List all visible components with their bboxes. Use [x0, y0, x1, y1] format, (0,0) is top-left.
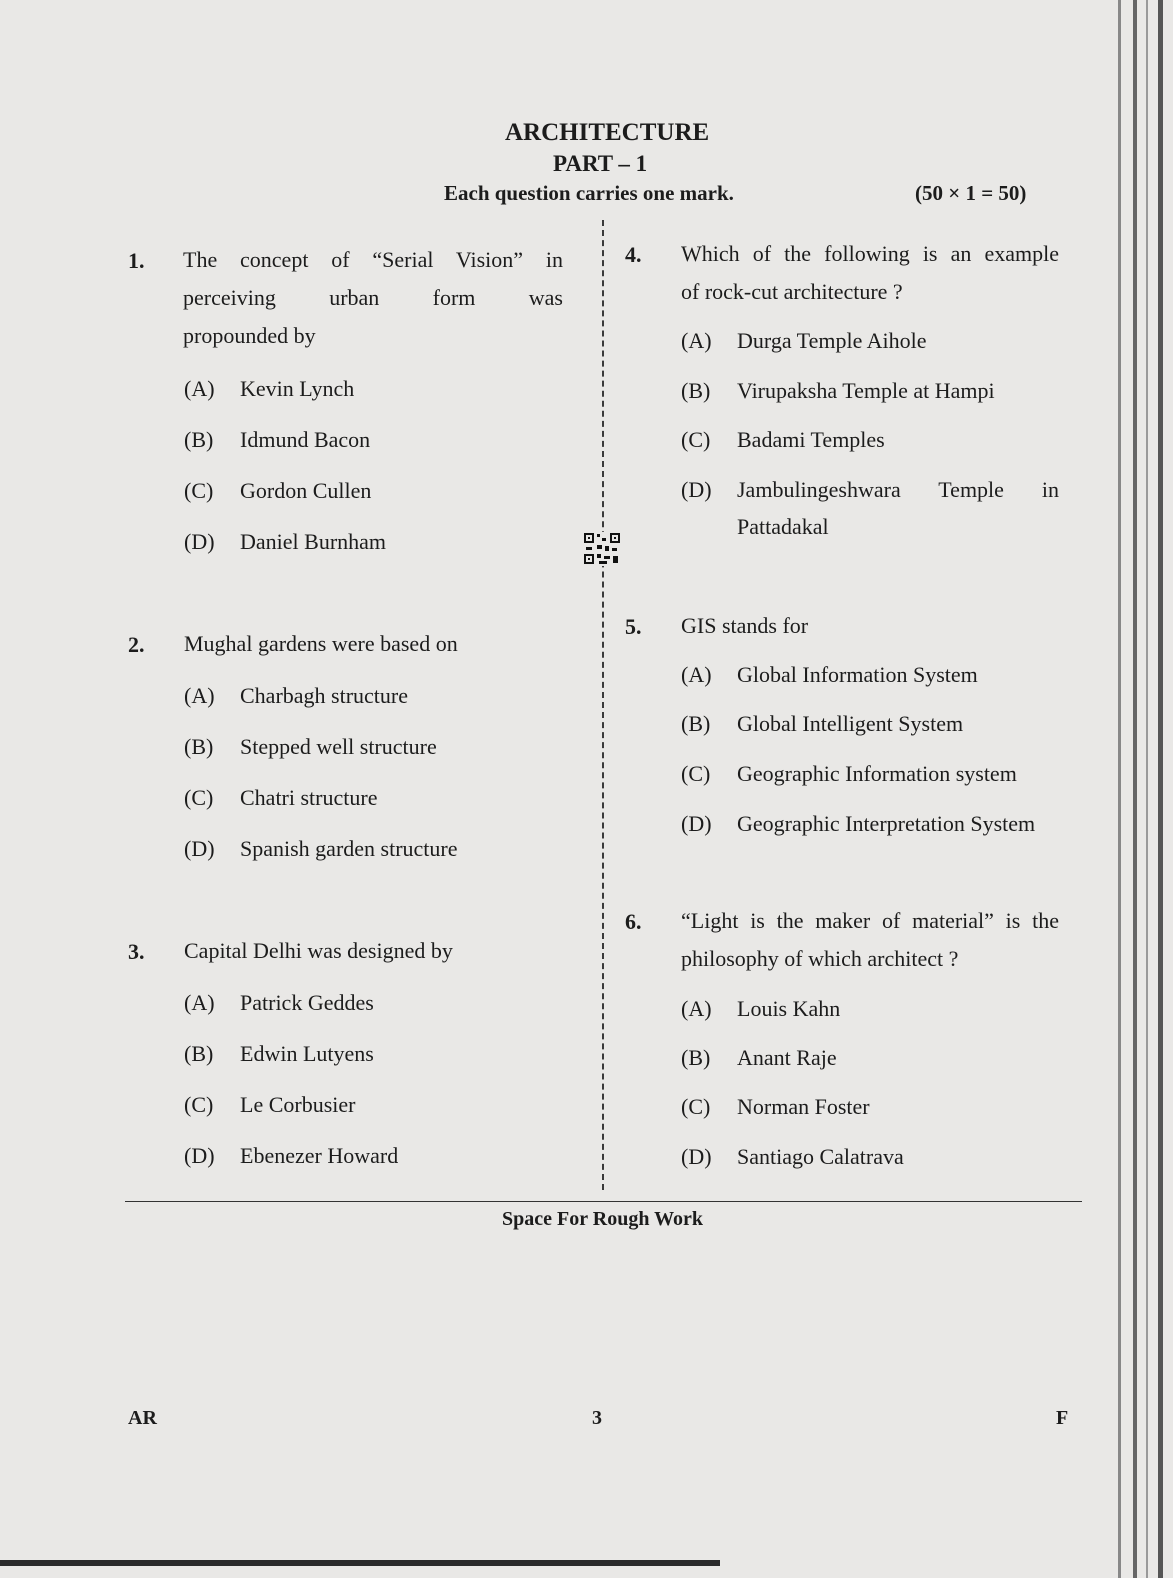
option-text: Spanish garden structure [240, 836, 458, 861]
marks-instruction: Each question carries one mark. [444, 181, 734, 205]
option-label: (C) [184, 785, 214, 810]
option-label: (B) [184, 427, 214, 452]
question-number: 5. [625, 614, 642, 639]
option-a[interactable] [184, 683, 408, 709]
option-d[interactable] [184, 1143, 398, 1169]
option-d[interactable] [681, 477, 1059, 503]
option-a[interactable] [184, 376, 354, 402]
option-label: (A) [681, 996, 712, 1021]
option-b[interactable] [184, 1041, 374, 1067]
page-edge-line [1118, 0, 1121, 1578]
option-text: Charbagh structure [240, 683, 408, 708]
option-label: (A) [681, 662, 712, 687]
option-label: (D) [681, 811, 712, 836]
option-b[interactable] [681, 711, 963, 737]
option-label: (B) [184, 734, 214, 759]
option-text: Ebenezer Howard [240, 1143, 399, 1168]
option-text: Geographic Interpretation System [737, 811, 1036, 836]
total-marks: (50 × 1 = 50) [915, 181, 1027, 205]
option-text: Louis Kahn [737, 996, 841, 1021]
option-label: (A) [184, 990, 215, 1015]
option-a[interactable] [681, 328, 927, 354]
option-label: (C) [681, 761, 711, 786]
option-a[interactable] [681, 662, 978, 688]
option-text: Patrick Geddes [240, 990, 374, 1015]
section-title: ARCHITECTURE [505, 119, 710, 146]
question-number: 1. [128, 248, 145, 273]
question-text-line: Capital Delhi was designed by [184, 938, 453, 963]
option-c[interactable] [184, 478, 371, 504]
option-d[interactable] [681, 811, 1035, 837]
option-c[interactable] [184, 1092, 355, 1118]
part-heading: PART – 1 [553, 151, 648, 176]
option-text-continued: Pattadakal [737, 514, 829, 539]
option-label: (C) [184, 478, 214, 503]
horizontal-rule [125, 1201, 1082, 1202]
page-edge-line [1158, 0, 1163, 1578]
option-text: Kevin Lynch [240, 376, 355, 401]
option-text: Gordon Cullen [240, 478, 372, 503]
question-text-line: philosophy of which architect ? [681, 946, 959, 971]
option-text: Idmund Bacon [240, 427, 371, 452]
bottom-edge-bar [0, 1560, 720, 1566]
option-c[interactable] [681, 761, 1017, 787]
rough-work-label: Space For Rough Work [502, 1208, 703, 1230]
option-label: (B) [681, 1045, 711, 1070]
question-text-line: Which of the following is an example [681, 241, 1059, 266]
option-text: Edwin Lutyens [240, 1041, 374, 1066]
question-text-line: Mughal gardens were based on [184, 631, 458, 656]
option-text: Jambulingeshwara Temple in [737, 477, 1059, 502]
option-b[interactable] [681, 1045, 837, 1071]
question-text-line: GIS stands for [681, 613, 809, 638]
option-text: Stepped well structure [240, 734, 437, 759]
option-text: Virupaksha Temple at Hampi [737, 378, 995, 403]
option-label: (D) [681, 477, 712, 502]
option-b[interactable] [184, 734, 437, 760]
option-d[interactable] [184, 836, 458, 862]
question-text-line: propounded by [183, 323, 316, 348]
option-b[interactable] [184, 427, 370, 453]
column-divider [602, 220, 604, 1190]
option-label: (A) [681, 328, 712, 353]
footer-series: F [1056, 1407, 1069, 1429]
option-text: Norman Foster [737, 1094, 870, 1119]
option-label: (A) [184, 683, 215, 708]
option-c[interactable] [681, 427, 885, 453]
page-edge-line [1133, 0, 1137, 1578]
footer-page-number: 3 [592, 1407, 602, 1429]
question-number: 6. [625, 909, 642, 934]
question-text-line: “Light is the maker of material” is the [681, 908, 1059, 933]
option-label: (A) [184, 376, 215, 401]
question-text-line: The concept of “Serial Vision” in [183, 247, 563, 272]
option-a[interactable] [681, 996, 840, 1022]
option-text: Global Information System [737, 662, 978, 687]
option-label: (D) [184, 836, 215, 861]
question-text-line: perceiving urban form was [183, 285, 563, 310]
qr-code-icon [583, 532, 621, 566]
option-text: Santiago Calatrava [737, 1144, 904, 1169]
option-text: Chatri structure [240, 785, 378, 810]
question-text-line: of rock-cut architecture ? [681, 279, 903, 304]
option-text: Anant Raje [737, 1045, 837, 1070]
option-text: Global Intelligent System [737, 711, 964, 736]
option-a[interactable] [184, 990, 374, 1016]
option-label: (B) [184, 1041, 214, 1066]
option-label: (B) [681, 711, 711, 736]
option-label: (C) [681, 1094, 711, 1119]
option-text: Daniel Burnham [240, 529, 387, 554]
option-text: Durga Temple Aihole [737, 328, 927, 353]
footer-subject-code: AR [128, 1407, 157, 1429]
option-text: Geographic Information system [737, 761, 1017, 786]
option-d[interactable] [184, 529, 386, 555]
option-label: (B) [681, 378, 711, 403]
question-number: 4. [625, 242, 642, 267]
option-label: (D) [184, 1143, 215, 1168]
page-edge-line [1146, 0, 1148, 1578]
option-label: (C) [184, 1092, 214, 1117]
question-number: 2. [128, 632, 145, 657]
option-c[interactable] [184, 785, 377, 811]
option-text: Le Corbusier [240, 1092, 356, 1117]
option-b[interactable] [681, 378, 995, 404]
option-label: (C) [681, 427, 711, 452]
question-number: 3. [128, 939, 145, 964]
option-label: (D) [681, 1144, 712, 1169]
option-text: Badami Temples [737, 427, 885, 452]
option-c[interactable] [681, 1094, 870, 1120]
option-d[interactable] [681, 1144, 904, 1170]
option-label: (D) [184, 529, 215, 554]
